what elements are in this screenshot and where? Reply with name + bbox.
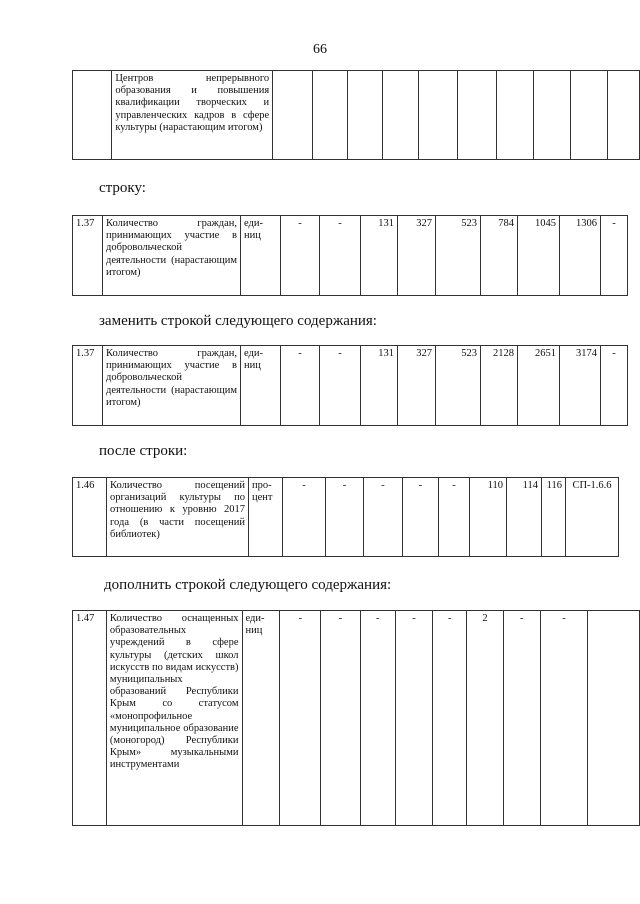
value-cell: -: [601, 216, 628, 296]
value-cell: -: [326, 478, 364, 557]
value-cell: [313, 71, 348, 160]
value-cell: -: [281, 216, 320, 296]
value-cell: [570, 71, 607, 160]
value-cell: 2651: [518, 346, 560, 426]
unit-cell: еди-ниц: [242, 611, 280, 826]
value-cell: 1306: [560, 216, 601, 296]
caption-replace: заменить строкой следующего содержания:: [99, 313, 377, 329]
value-cell: -: [601, 346, 628, 426]
value-cell: 784: [481, 216, 518, 296]
value-cell: 131: [361, 216, 398, 296]
value-cell: -: [321, 611, 361, 826]
value-cell: -: [320, 346, 361, 426]
value-cell: -: [320, 216, 361, 296]
value-cell: [419, 71, 458, 160]
row-number-cell: 1.47: [73, 611, 107, 826]
value-cell: [348, 71, 383, 160]
caption-after: после строки:: [99, 443, 188, 459]
value-cell: -: [433, 611, 467, 826]
value-cell: 2128: [481, 346, 518, 426]
value-cell: -: [360, 611, 395, 826]
table-row: [73, 478, 619, 557]
value-cell: 3174: [560, 346, 601, 426]
table-continuation: [72, 70, 640, 160]
table-row: [73, 216, 628, 296]
value-cell: 327: [398, 346, 436, 426]
row-number-cell: 1.37: [73, 346, 103, 426]
value-cell: [608, 71, 640, 160]
value-cell: 114: [507, 478, 542, 557]
indicator-name-cell: Количество граждан, принимающих участие в добровольческой деятельности (нарастающим итогом): [103, 346, 241, 426]
unit-cell: про-цент: [249, 478, 283, 557]
table-row-1-46: [72, 477, 619, 557]
caption-append: дополнить строкой следующего содержания:: [104, 577, 392, 593]
value-cell: -: [283, 478, 326, 557]
row-number-cell: 1.37: [73, 216, 103, 296]
indicator-name-cell: Количество посещений организаций культуры по отношению к уровню 2017 года (в части посещений библиотек): [107, 478, 249, 557]
row-number-cell: 1.46: [73, 478, 107, 557]
value-cell: -: [503, 611, 540, 826]
indicator-name-cell: Количество оснащенных образовательных учреждений в сфере культуры (детских школ искусств по видам искусств) муниципальных образований Республики Крым со статусом «монопрофильное муниципальное образование (моногород) Республики Крым» музыкальными инструментами: [106, 611, 242, 826]
value-cell: -: [364, 478, 403, 557]
value-cell: 523: [436, 216, 481, 296]
value-cell: [534, 71, 570, 160]
table-row-1-37-old: [72, 215, 628, 296]
unit-cell: еди-ниц: [241, 346, 281, 426]
page-number: 66: [313, 42, 327, 57]
indicator-name-cell: Количество граждан, принимающих участие в добровольческой деятельности (нарастающим итогом): [103, 216, 241, 296]
value-cell: -: [281, 346, 320, 426]
value-cell: 1045: [518, 216, 560, 296]
value-cell: -: [540, 611, 588, 826]
table-row: [73, 346, 628, 426]
table-row-1-37-new: [72, 345, 628, 426]
value-cell: -: [403, 478, 439, 557]
value-cell: 327: [398, 216, 436, 296]
row-number-cell: [73, 71, 112, 160]
unit-cell: [273, 71, 313, 160]
value-cell: [496, 71, 533, 160]
value-cell: [588, 611, 640, 826]
table-row-1-47: [72, 610, 640, 826]
value-cell: -: [395, 611, 433, 826]
value-cell: 110: [470, 478, 507, 557]
code-cell: СП-1.6.6: [566, 478, 619, 557]
value-cell: 131: [361, 346, 398, 426]
indicator-name-cell: Центров непрерывного образования и повышения квалификации творческих и управленческих кадров в сфере культуры (нарастающим итогом): [112, 71, 273, 160]
value-cell: [458, 71, 496, 160]
value-cell: 116: [542, 478, 566, 557]
value-cell: 2: [467, 611, 504, 826]
unit-cell: еди-ниц: [241, 216, 281, 296]
table-row: [73, 71, 640, 160]
caption-string: строку:: [99, 180, 146, 196]
value-cell: [382, 71, 418, 160]
value-cell: -: [439, 478, 470, 557]
value-cell: -: [280, 611, 321, 826]
table-row: [73, 611, 640, 826]
value-cell: 523: [436, 346, 481, 426]
